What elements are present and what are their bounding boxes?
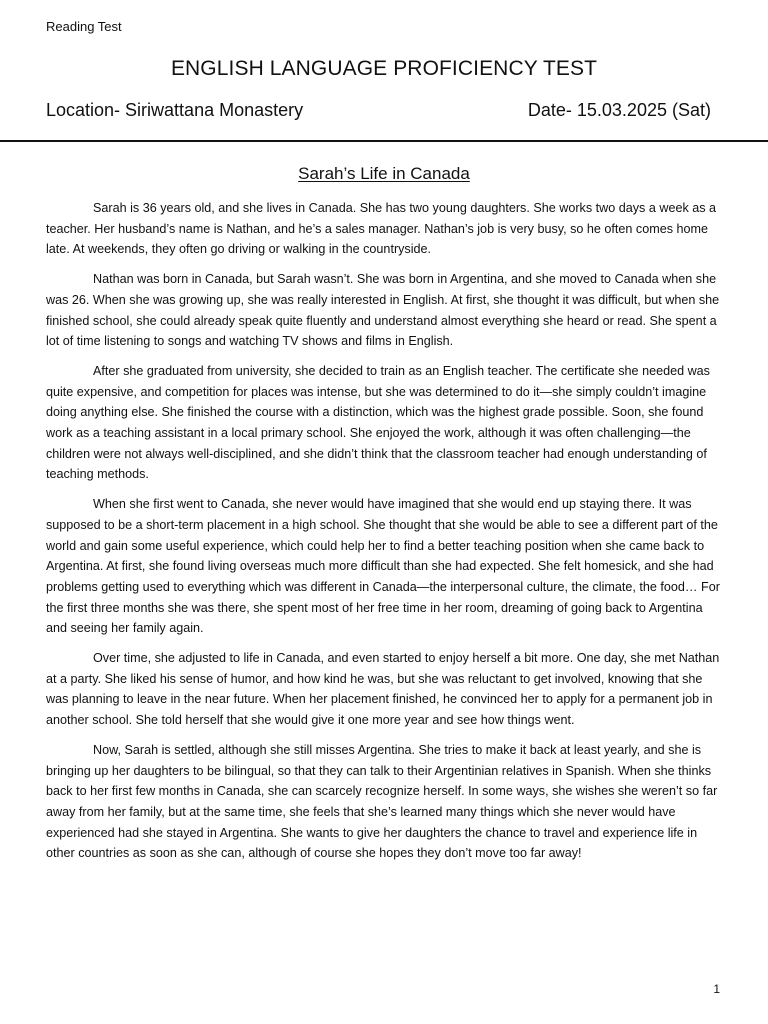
story-title-text: Sarah’s Life in Canada (298, 164, 470, 183)
story-paragraph-3: After she graduated from university, she decided to train as an English teacher. The certificate she needed was quite expensive, and competition for places was intense, but she was determined to do it—she simply couldn’t imagine doing anything else. She finished the course with a distinction, which was the highest grade possible. Soon, she found work as a teaching assistant in a local primary school. She enjoyed the work, although it was often challenging—the children were not always well-disciplined, and she didn’t think that the classroom teacher had enough understanding of teaching methods. (46, 363, 710, 482)
header-label: Reading Test (46, 19, 122, 34)
story-paragraph-6: Now, Sarah is settled, although she still misses Argentina. She tries to make it back at least yearly, and she is bringing up her daughters to be bilingual, so that they can talk to their Argentinian relatives in Spanish. When she thinks back to her first few months in Canada, she can scarcely recognize herself. In some ways, she wishes she weren’t so far away from her family, but at the same time, she feels that she’s learned many things which she never would have experienced had she stayed in Argentina. She wants to give her daughters the chance to travel and experience life in other countries as soon as she can, although of course she hopes they don’t move too far away! (46, 742, 718, 861)
story-paragraph-2: Nathan was born in Canada, but Sarah wasn’t. She was born in Argentina, and she moved to Canada when she was 26. When she was growing up, she was really interested in English. At first, she thought it was difficult, but when she finished school, she could already speak quite fluently and understand almost everything she heard or read. She spent a lot of time listening to songs and watching TV shows and films in English. (46, 272, 720, 349)
page-number: 1 (713, 982, 720, 996)
story-paragraph-5: Over time, she adjusted to life in Canada, and even started to enjoy herself a bit more. One day, she met Nathan at a party. She liked his sense of humor, and how kind he was, but she was reluctant to get involved, knowing that she was planning to leave in the near future. When her placement finished, he convinced her to apply for a permanent job in another school. She told herself that she would give it one more year and see how things went. (46, 651, 720, 728)
story-paragraph-1: Sarah is 36 years old, and she lives in Canada. She has two young daughters. She works two days a week as a teacher. Her husband’s name is Nathan, and he’s a sales manager. Nathan’s job is very busy, so he often comes home late. At weekends, they often go driving or walking in the countryside. (46, 201, 717, 257)
story-body (46, 198, 722, 873)
header-divider (0, 140, 768, 142)
date-line: Date- 15.03.2025 (Sat) (527, 100, 711, 120)
test-title: ENGLISH LANGUAGE PROFICIENCY TEST (170, 57, 598, 80)
location-line: Location- Siriwattana Monastery (46, 100, 304, 120)
story-title (0, 162, 768, 186)
story-paragraph-4: When she first went to Canada, she never would have imagined that she would end up staying there. It was supposed to be a short-term placement in a high school. She thought that she would be able to see a different part of the world and gain some useful experience, which could help her to find a better teaching position when she came back to Argentina. At first, she found living overseas much more difficult than she had expected. She felt homesick, and she had problems getting used to everything which was different in Canada—the interpersonal culture, the climate, the food… For the first three months she was there, she spent most of her free time in her room, dreaming of going back to Argentina and seeing her family again. (46, 497, 720, 636)
